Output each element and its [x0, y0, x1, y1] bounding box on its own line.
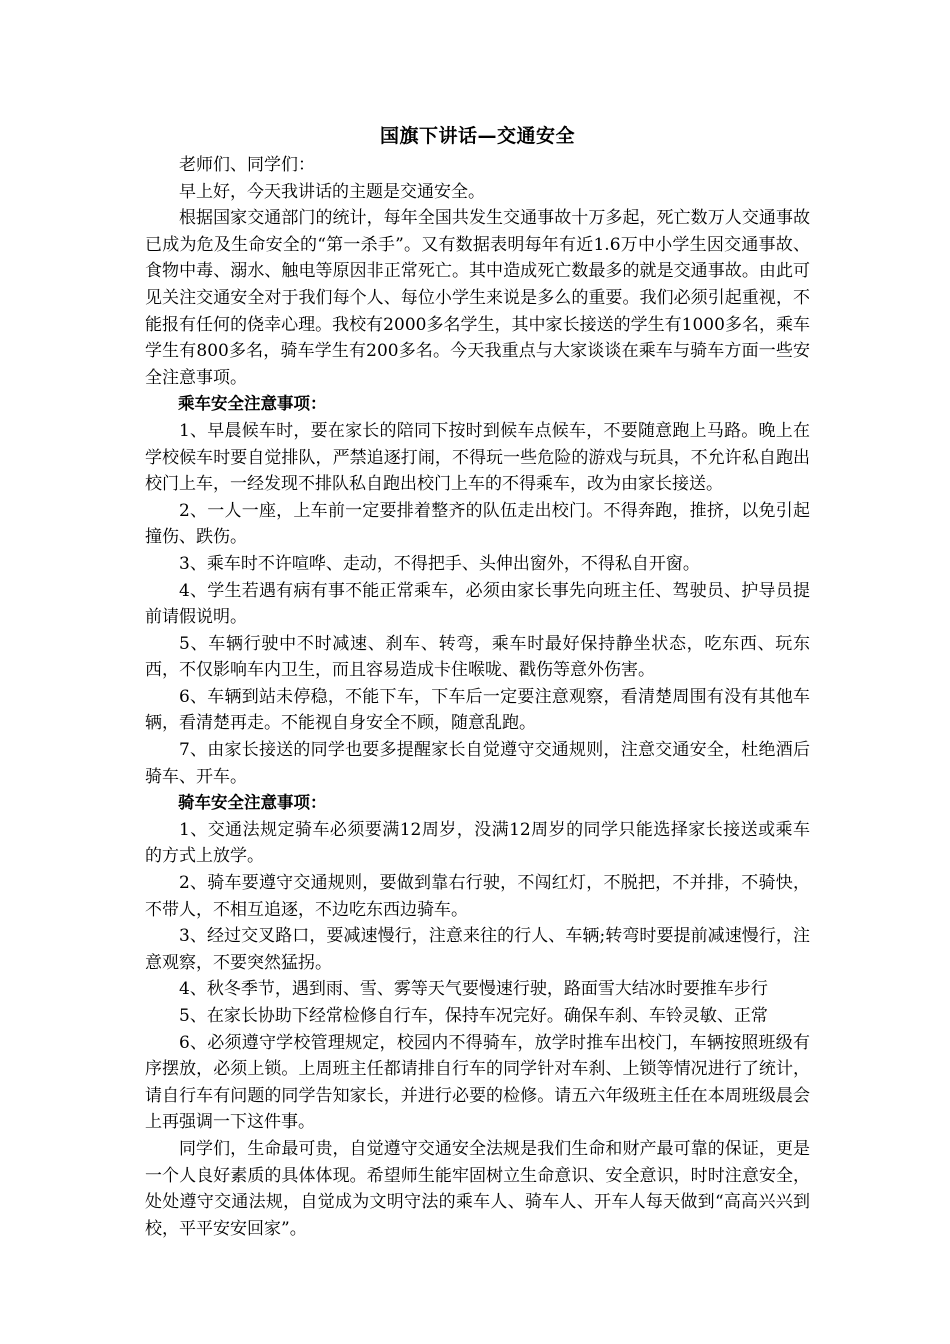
document-page	[145, 122, 810, 1242]
document-title: 国旗下讲话—交通安全	[379, 125, 575, 147]
cycle-item-6: 6、必须遵守学校管理规定，校园内不得骑车，放学时推车出校门，车辆按照班级有序摆放，必须上锁。上周班主任都请排自行车的同学针对车刹、上锁等情况进行了统计，请自行车有问题的同学告知家长，并进行必要的检修。请五六年级班主任在本周班级晨会上再强调一下这件事。	[145, 1032, 810, 1133]
closing-paragraph: 同学们，生命最可贵，自觉遵守交通安全法规是我们生命和财产最可靠的保证，更是一个人良好素质的具体体现。希望师生能牢固树立生命意识、安全意识，时时注意安全，处处遵守交通法规，自觉成为文明守法的乘车人、骑车人、开车人每天做到“高高兴兴到校，平平安安回家”。	[145, 1138, 810, 1239]
cycle-item-3: 3、经过交叉路口，要减速慢行，注意来往的行人、车辆;转弯时要提前减速慢行，注意观察，不要突然猛拐。	[145, 926, 810, 973]
greeting: 老师们、同学们：	[179, 155, 315, 175]
cycle-item-5: 5、在家长协助下经常检修自行车，保持车况完好。确保车刹、车铃灵敏、正常	[179, 1006, 768, 1026]
intro-paragraph: 根据国家交通部门的统计，每年全国共发生交通事故十万多起，死亡数万人交通事故已成为危及生命安全的“第一杀手”。又有数据表明每年有近1.6万中小学生因交通事故、食物中毒、溺水、触电等原因非正常死亡。其中造成死亡数最多的就是交通事故。由此可见关注交通安全对于我们每个人、每位小学生来说是多么的重要。我们必须引起重视，不能报有任何的侥幸心理。我校有2000多名学生，其中家长接送的学生有1000多名，乘车学生有800多名，骑车学生有200多名。今天我重点与大家谈谈在乘车与骑车方面一些安全注意事项。	[145, 208, 810, 388]
bus-item-4: 4、学生若遇有病有事不能正常乘车，必须由家长事先向班主任、驾驶员、护导员提前请假说明。	[145, 580, 810, 628]
bus-item-3: 3、乘车时不许喧哗、走动，不得把手、头伸出窗外，不得私自开窗。	[179, 553, 700, 574]
bus-item-2: 2、一人一座，上车前一定要排着整齐的队伍走出校门。不得奔跑，推挤，以免引起撞伤、跌伤。	[145, 500, 810, 548]
cycle-item-1: 1、交通法规定骑车必须要满12周岁，没满12周岁的同学只能选择家长接送或乘车的方式上放学。	[145, 819, 810, 867]
opening-paragraph: 早上好，今天我讲话的主题是交通安全。	[179, 181, 485, 202]
bus-item-6: 6、车辆到站未停稳，不能下车，下车后一定要注意观察，看清楚周围有没有其他车辆，看清楚再走。不能视自身安全不顾，随意乱跑。	[145, 686, 810, 734]
cycle-item-4: 4、秋冬季节，遇到雨、雪、雾等天气要慢速行驶，路面雪大结冰时要推车步行	[179, 979, 768, 1000]
bus-item-7: 7、由家长接送的同学也要多提醒家长自觉遵守交通规则，注意交通安全，杜绝酒后骑车、开车。	[145, 740, 810, 787]
bus-item-1: 1、早晨候车时，要在家长的陪同下按时到候车点候车，不要随意跑上马路。晚上在学校候车时要自觉排队，严禁追逐打闹，不得玩一些危险的游戏与玩具，不允许私自跑出校门上车，一经发现不排队私自跑出校门上车的不得乘车，改为由家长接送。	[145, 420, 810, 495]
cycle-item-2: 2、骑车要遵守交通规则，要做到靠右行驶，不闯红灯，不脱把，不并排，不骑快，不带人，不相互追逐，不边吃东西边骑车。	[145, 873, 810, 920]
section-heading-riding-bus: 乘车安全注意事项：	[178, 394, 327, 414]
section-heading-cycling: 骑车安全注意事项：	[178, 793, 327, 813]
bus-item-5: 5、车辆行驶中不时减速、刹车、转弯，乘车时最好保持静坐状态，吃东西、玩东西，不仅影响车内卫生，而且容易造成卡住喉咙、戳伤等意外伤害。	[145, 633, 810, 681]
